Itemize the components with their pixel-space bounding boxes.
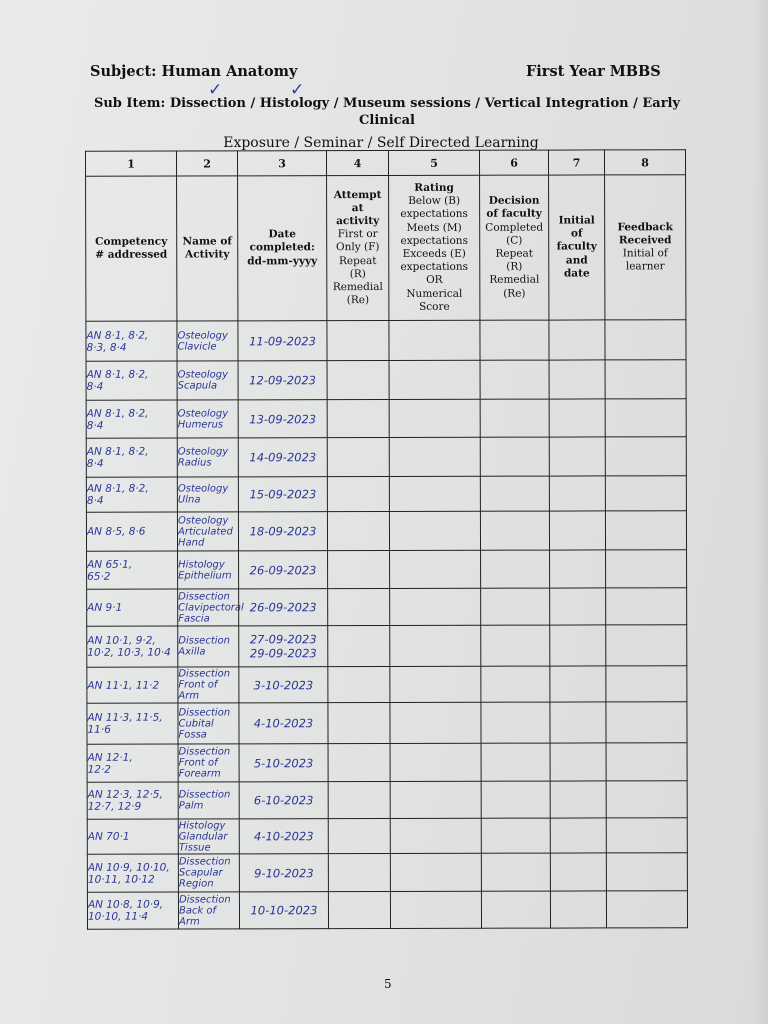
activity-cell: Histology Epithelium — [178, 551, 239, 589]
column-number: 8 — [604, 150, 685, 175]
decision-cell — [481, 550, 550, 588]
competency-cell: AN 10·9, 10·10, 10·11, 10·12 — [87, 854, 178, 892]
attempt-cell — [328, 743, 390, 781]
subject-title: Subject: Human Anatomy — [90, 63, 298, 80]
year-title: First Year MBBS — [526, 63, 661, 80]
activity-cell: Dissection Cubital Fossa — [178, 703, 239, 744]
competency-cell: AN 9·1 — [87, 589, 178, 626]
attempt-cell — [328, 818, 390, 853]
table-row — [86, 511, 686, 552]
attempt-cell — [328, 625, 390, 666]
activity-cell: Dissection Front of Arm — [178, 667, 239, 703]
rating-cell — [390, 781, 481, 818]
column-number: 6 — [479, 150, 548, 175]
table-row — [87, 666, 687, 704]
date-cell: 26-09-2023 — [239, 551, 328, 589]
faculty-initial-cell — [550, 550, 606, 588]
activity-cell: Dissection Back of Arm — [178, 892, 239, 929]
table-row — [87, 891, 687, 930]
header-date-completed: Date completed: dd-mm-yyyy — [238, 176, 327, 321]
date-cell: 27-09-2023 29-09-2023 — [239, 626, 328, 667]
feedback-cell — [605, 399, 686, 437]
dissection-check-mark: ✓ — [208, 80, 223, 100]
header-attempt: Attempt at activity First or Only (F) Repeat (R) Remedial (Re) — [327, 175, 389, 320]
competency-cell: AN 11·3, 11·5, 11·6 — [87, 703, 178, 744]
activity-cell: Dissection Clavipectoral Fascia — [178, 589, 239, 626]
feedback-cell — [606, 743, 687, 781]
feedback-cell — [605, 360, 686, 399]
table-row — [87, 625, 687, 668]
rating-cell — [390, 853, 481, 891]
rating-cell — [390, 702, 481, 743]
decision-cell — [480, 437, 549, 476]
rating-cell — [390, 625, 481, 666]
sub-item-line-2: Clinical — [359, 113, 415, 128]
faculty-initial-cell — [549, 320, 605, 360]
competency-cell: AN 8·5, 8·6 — [86, 512, 177, 551]
competency-cell: AN 11·1, 11·2 — [87, 667, 178, 703]
attempt-cell — [327, 360, 389, 399]
column-header-row — [86, 175, 686, 322]
attempt-cell — [328, 666, 390, 702]
column-number: 5 — [388, 150, 479, 175]
decision-cell — [480, 399, 549, 437]
activity-cell: Dissection Front of Forearm — [178, 744, 239, 782]
header-activity: Name of Activity — [177, 176, 238, 321]
faculty-initial-cell — [550, 818, 606, 853]
rating-cell — [390, 818, 481, 853]
date-cell: 5-10-2023 — [239, 744, 328, 782]
attempt-cell — [327, 320, 389, 360]
date-cell: 3-10-2023 — [239, 667, 328, 703]
activity-cell: Dissection Scapular Region — [178, 854, 239, 892]
header-initial-faculty: Initial of faculty and date — [549, 175, 605, 320]
attempt-cell — [328, 550, 390, 588]
date-cell: 11-09-2023 — [238, 321, 327, 361]
attempt-cell — [328, 702, 390, 743]
faculty-initial-cell — [549, 476, 605, 511]
feedback-cell — [606, 666, 687, 702]
rating-cell — [389, 511, 480, 550]
date-cell: 4-10-2023 — [239, 819, 328, 854]
faculty-initial-cell — [550, 891, 606, 928]
activity-cell: Osteology Ulna — [177, 477, 238, 512]
date-cell: 13-09-2023 — [238, 400, 327, 438]
page-number: 5 — [384, 977, 392, 991]
header-feedback: Feedback Received Initial of learner — [605, 175, 686, 320]
table-row — [86, 320, 686, 362]
decision-cell — [481, 781, 550, 818]
rating-cell — [389, 437, 480, 476]
table-row — [87, 702, 687, 745]
decision-cell — [481, 625, 550, 666]
activity-cell: Osteology Articulated Hand — [177, 512, 238, 551]
attempt-cell — [328, 891, 390, 928]
competency-cell: AN 8·1, 8·2, 8·4 — [86, 477, 177, 512]
date-cell: 4-10-2023 — [239, 703, 328, 744]
activity-cell: Osteology Scapula — [177, 361, 238, 400]
column-number-row — [85, 150, 685, 177]
rating-cell — [390, 743, 481, 781]
decision-cell — [480, 511, 549, 550]
attempt-cell — [327, 476, 389, 511]
decision-cell — [480, 360, 549, 399]
rating-cell — [390, 550, 481, 588]
feedback-cell — [606, 550, 687, 588]
date-cell: 18-09-2023 — [238, 512, 327, 551]
competency-cell: AN 10·1, 9·2, 10·2, 10·3, 10·4 — [87, 626, 178, 667]
date-cell: 10-10-2023 — [239, 892, 328, 929]
attempt-cell — [327, 437, 389, 476]
feedback-cell — [606, 818, 687, 853]
decision-cell — [481, 891, 550, 928]
feedback-cell — [605, 437, 686, 476]
rating-cell — [390, 666, 481, 702]
logbook-table — [85, 149, 688, 930]
faculty-initial-cell — [550, 781, 606, 818]
faculty-initial-cell — [549, 399, 605, 437]
decision-cell — [481, 853, 550, 891]
decision-cell — [480, 320, 549, 360]
table-row — [86, 360, 686, 401]
faculty-initial-cell — [550, 588, 606, 625]
date-cell: 9-10-2023 — [239, 854, 328, 892]
rating-cell — [389, 320, 480, 360]
table-row — [87, 588, 687, 627]
sub-item-line-1: Sub Item: Dissection / Histology / Museum sessions / Vertical Integration / Early — [93, 96, 681, 111]
feedback-cell — [606, 891, 687, 928]
faculty-initial-cell — [550, 625, 606, 666]
date-cell: 26-09-2023 — [239, 589, 328, 626]
attempt-cell — [328, 853, 390, 891]
decision-cell — [481, 702, 550, 743]
table-body — [86, 320, 688, 930]
table-row — [87, 550, 687, 590]
activity-cell: Osteology Radius — [177, 438, 238, 477]
header-decision: Decision of faculty Completed (C) Repeat (R) Remedial (Re) — [480, 175, 549, 320]
faculty-initial-cell — [549, 511, 605, 550]
table-row — [87, 853, 687, 893]
faculty-initial-cell — [550, 702, 606, 743]
rating-cell — [390, 588, 481, 625]
competency-cell: AN 12·3, 12·5, 12·7, 12·9 — [87, 782, 178, 819]
decision-cell — [481, 666, 550, 702]
decision-cell — [480, 476, 549, 511]
faculty-initial-cell — [550, 743, 606, 781]
date-cell: 6-10-2023 — [239, 782, 328, 819]
page-edge-shadow — [754, 0, 768, 1024]
table-row — [87, 743, 687, 783]
attempt-cell — [328, 588, 390, 625]
attempt-cell — [327, 399, 389, 437]
feedback-cell — [606, 588, 687, 625]
decision-cell — [481, 818, 550, 853]
date-cell: 14-09-2023 — [238, 438, 327, 477]
competency-cell: AN 70·1 — [87, 819, 178, 854]
table-row — [86, 476, 686, 513]
faculty-initial-cell — [550, 853, 606, 891]
competency-cell: AN 8·1, 8·2, 8·4 — [86, 361, 177, 400]
feedback-cell — [605, 320, 686, 360]
column-number: 2 — [176, 151, 237, 176]
date-cell: 15-09-2023 — [238, 477, 327, 512]
activity-cell: Dissection Palm — [178, 782, 239, 819]
activity-cell: Dissection Axilla — [178, 626, 239, 667]
decision-cell — [481, 588, 550, 625]
exposure-heading: Exposure / Seminar / Self Directed Learning — [223, 135, 539, 151]
activity-cell: Histology Glandular Tissue — [178, 819, 239, 854]
competency-cell: AN 8·1, 8·2, 8·3, 8·4 — [86, 321, 177, 361]
table-row — [87, 818, 687, 855]
table-row — [86, 437, 686, 478]
histology-check-mark: ✓ — [290, 80, 305, 100]
activity-cell: Osteology Humerus — [177, 400, 238, 438]
feedback-cell — [605, 511, 686, 550]
faculty-initial-cell — [550, 666, 606, 702]
sub-item-heading — [92, 95, 682, 129]
competency-cell: AN 10·8, 10·9, 10·10, 11·4 — [87, 892, 178, 929]
competency-cell: AN 8·1, 8·2, 8·4 — [86, 400, 177, 438]
competency-cell: AN 65·1, 65·2 — [87, 551, 178, 589]
faculty-initial-cell — [549, 437, 605, 476]
attempt-cell — [327, 511, 389, 550]
date-cell: 12-09-2023 — [238, 361, 327, 400]
rating-cell — [389, 476, 480, 511]
activity-cell: Osteology Clavicle — [177, 321, 238, 361]
rating-cell — [389, 399, 480, 437]
competency-cell: AN 8·1, 8·2, 8·4 — [86, 438, 177, 477]
competency-cell: AN 12·1, 12·2 — [87, 744, 178, 782]
faculty-initial-cell — [549, 360, 605, 399]
feedback-cell — [606, 853, 687, 891]
header-rating: Rating Below (B) expectations Meets (M) expectations Exceeds (E) expectations OR Numerical Score — [389, 175, 480, 320]
table-row — [87, 781, 687, 820]
table-row — [86, 399, 686, 439]
rating-cell — [389, 360, 480, 399]
column-number: 7 — [548, 150, 604, 175]
feedback-cell — [606, 702, 687, 743]
feedback-cell — [606, 781, 687, 818]
column-number: 3 — [237, 151, 326, 176]
decision-cell — [481, 743, 550, 781]
attempt-cell — [328, 781, 390, 818]
rating-cell — [390, 891, 481, 928]
header-competency: Competency # addressed — [86, 176, 177, 321]
feedback-cell — [606, 625, 687, 666]
feedback-cell — [605, 476, 686, 511]
column-number: 4 — [326, 150, 388, 175]
column-number: 1 — [85, 151, 176, 176]
